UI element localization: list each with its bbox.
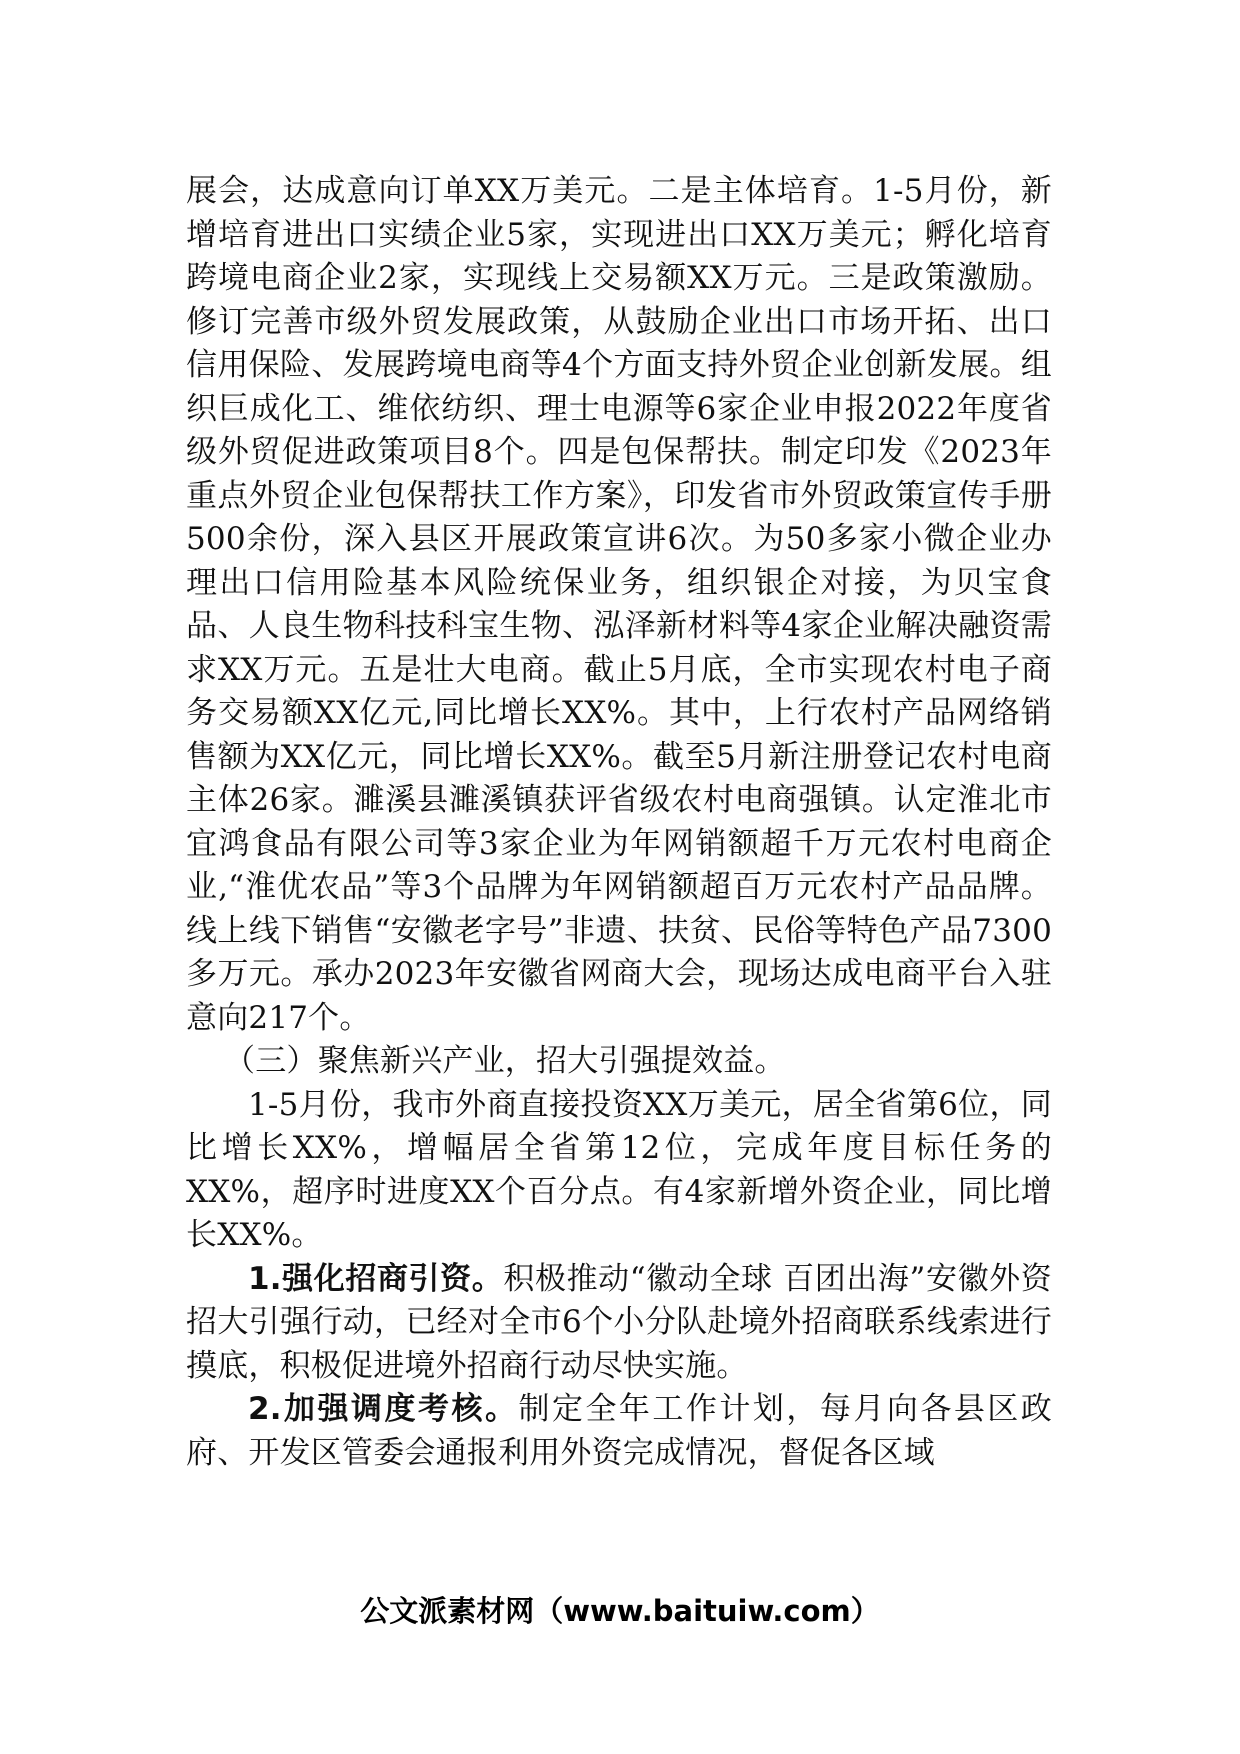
paragraph-trade-summary: 展会，达成意向订单XX万美元。二是主体培育。1-5月份，新增培育进出口实绩企业5家，实现进出口XX万美元；孵化培育跨境电商企业2家，实现线上交易额XX万元。三是政策激励。修订完善市级外贸发展政策，从鼓励企业出口市场开拓、出口信用保险、发展跨境电商等4个方面支持外贸企业创新发展。组织巨成化工、维依纺织、理士电源等6家企业申报2022年度省级外贸促进政策项目8个。四是包保帮扶。制定印发《2023年重点外贸企业包保帮扶工作方案》，印发省市外贸政策宣传手册500余份，深入县区开展政策宣讲6次。为50多家小微企业办理出口信用险基本风险统保业务，组织银企对接，为贝宝食品、人良生物科技科宝生物、泓泽新材料等4家企业解决融资需求XX万元。五是壮大电商。截止5月底，全市实现农村电子商务交易额XX亿元,同比增长XX%。其中，上行农村产品网络销售额为XX亿元，同比增长XX%。截至5月新注册登记农村电商主体26家。濉溪县濉溪镇获评省级农村电商强镇。认定淮北市宜鸿食品有限公司等3家企业为年网销额超千万元农村电商企业,“淮优农品”等3个品牌为年网销额超百万元农村产品品牌。线上线下销售“安徽老字号”非遗、扶贫、民俗等特色产品7300多万元。承办2023年安徽省网商大会，现场达成电商平台入驻意向217个。 xyxy=(186,173,1052,1036)
item-body-investment-promotion: 积极推动“徽动全球 百团出海”安徽外资招大引强行动，已经对全市6个小分队赴境外招商联系线索进行摸底，积极促进境外招商行动尽快实施。 xyxy=(186,1260,1052,1384)
item-lead-scheduling-assessment: 2.加强调度考核。 xyxy=(248,1391,519,1427)
paragraph-foreign-investment: 1-5月份，我市外商直接投资XX万美元，居全省第6位，同比增长XX%，增幅居全省第12位，完成年度目标任务的XX%，超序时进度XX个百分点。有4家新增外资企业，同比增长XX%。 xyxy=(186,1086,1052,1253)
footer-watermark-text: 公文派素材网（www.baituiw.com） xyxy=(360,1594,880,1628)
item-lead-investment-promotion: 1.强化招商引资。 xyxy=(248,1260,504,1297)
item-body-scheduling-assessment: 制定全年工作计划，每月向各县区政府、开发区管委会通报利用外资完成情况，督促各区域 xyxy=(186,1391,1052,1471)
document-body xyxy=(186,170,1052,1475)
section-heading-emerging-industries: （三）聚焦新兴产业，招大引强提效益。 xyxy=(224,1043,786,1079)
paragraph-scheduling-assessment xyxy=(186,1388,1052,1475)
paragraph-investment-promotion xyxy=(186,1258,1052,1389)
